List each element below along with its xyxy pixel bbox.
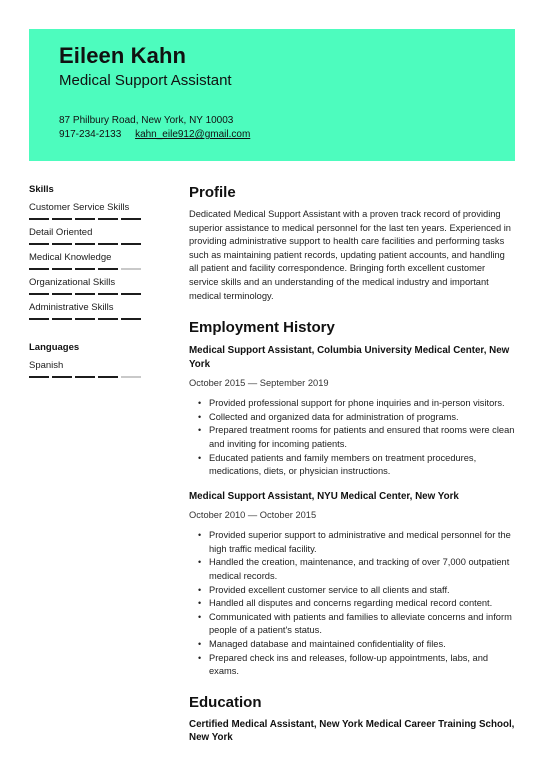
level-segment-filled: [75, 218, 95, 220]
phone: 917-234-2133: [59, 129, 122, 140]
job-bullets: [189, 529, 515, 679]
skill-level-meter: [29, 218, 147, 220]
skill-item: [29, 227, 147, 245]
sidebar: [29, 184, 147, 378]
employment-heading: Employment History: [189, 319, 335, 337]
level-segment-filled: [98, 218, 118, 220]
level-segment-filled: [29, 218, 49, 220]
skill-label: Organizational Skills: [29, 277, 116, 288]
job-bullet: • Provided professional support for phone inquiries and in-person visitors.: [209, 397, 515, 411]
level-segment-filled: [52, 218, 72, 220]
job-bullet: • Prepared check ins and releases, follow-up appointments, labs, and exams.: [209, 652, 515, 679]
level-segment-filled: [75, 293, 95, 295]
languages-title: Languages: [29, 342, 80, 353]
job-bullet: • Provided excellent customer service to all clients and staff.: [209, 584, 515, 598]
level-segment-filled: [52, 268, 72, 270]
job-bullet: • Managed database and maintained confidentiality of files.: [209, 638, 515, 652]
skill-label: Customer Service Skills: [29, 202, 130, 213]
level-segment-filled: [75, 318, 95, 320]
job-entry: [189, 490, 515, 679]
level-segment-filled: [75, 243, 95, 245]
level-segment-filled: [29, 268, 49, 270]
resume-header: [29, 29, 515, 161]
level-segment-filled: [29, 243, 49, 245]
skill-label: Medical Knowledge: [29, 252, 112, 263]
languages-list: [29, 360, 147, 378]
main-content: [189, 184, 515, 745]
skill-item: [29, 202, 147, 220]
level-segment-empty: [121, 376, 141, 378]
job-dates: October 2010 — October 2015: [189, 510, 317, 521]
job-dates: October 2015 — September 2019: [189, 378, 329, 389]
level-segment-filled: [121, 218, 141, 220]
profile-heading: Profile: [189, 184, 236, 201]
job-title: Medical Support Assistant, NYU Medical Center, New York: [189, 490, 459, 502]
skill-item: [29, 302, 147, 320]
level-segment-filled: [75, 268, 95, 270]
job-bullets: [189, 397, 515, 479]
level-segment-filled: [98, 243, 118, 245]
education-heading: Education: [189, 693, 262, 711]
contact-row: [59, 129, 250, 140]
level-segment-filled: [98, 268, 118, 270]
skill-item: [29, 252, 147, 270]
job-entry: [189, 344, 515, 479]
profile-text: Dedicated Medical Support Assistant with a proven track record of providing superior assistance to medical personnel for the last ten years. Experienced in providing administrative support to health care facilities and performing tasks such as maintaining patient records, updating patient accounts, and handling all patient and facility correspondence. Bringing forth excellent customer service skills and an understanding of the medical industry and important medical terminology.: [189, 209, 511, 301]
skill-label: Detail Oriented: [29, 227, 93, 238]
level-segment-filled: [121, 293, 141, 295]
job-bullet: • Handled all disputes and concerns regarding medical record content.: [209, 597, 515, 611]
level-segment-filled: [52, 376, 72, 378]
level-segment-filled: [121, 318, 141, 320]
skills-section: [29, 184, 147, 320]
skill-level-meter: [29, 318, 147, 320]
job-title: Medical Support Assistant, Columbia University Medical Center, New York: [189, 345, 510, 370]
level-segment-filled: [52, 318, 72, 320]
level-segment-filled: [98, 318, 118, 320]
language-item: [29, 360, 147, 378]
job-bullet: • Educated patients and family members on treatment procedures, medications, diets, or physician instructions.: [209, 452, 515, 479]
employment-section: [189, 319, 515, 679]
skill-level-meter: [29, 293, 147, 295]
profile-section: [189, 184, 515, 303]
education-section: [189, 694, 515, 745]
job-bullet: • Handled the creation, maintenance, and tracking of over 7,000 outpatient medical records.: [209, 556, 515, 583]
level-segment-filled: [75, 376, 95, 378]
level-segment-filled: [98, 293, 118, 295]
candidate-name: Eileen Kahn: [59, 43, 187, 68]
job-bullet: • Provided superior support to administrative and medical personnel for the high traffic medical facility.: [209, 529, 515, 556]
skills-title: Skills: [29, 184, 54, 195]
job-bullet: • Collected and organized data for administration of programs.: [209, 411, 515, 425]
language-label: Spanish: [29, 360, 64, 371]
level-segment-filled: [52, 243, 72, 245]
level-segment-empty: [121, 268, 141, 270]
level-segment-filled: [29, 318, 49, 320]
level-segment-filled: [52, 293, 72, 295]
address: 87 Philbury Road, New York, NY 10003: [59, 115, 234, 126]
job-bullet: • Communicated with patients and families to alleviate concerns and inform people of a patient's status.: [209, 611, 515, 638]
language-level-meter: [29, 376, 147, 378]
level-segment-filled: [98, 376, 118, 378]
skill-level-meter: [29, 268, 147, 270]
candidate-role: Medical Support Assistant: [59, 72, 232, 89]
skill-level-meter: [29, 243, 147, 245]
skill-label: Administrative Skills: [29, 302, 114, 313]
level-segment-filled: [29, 376, 49, 378]
education-title: Certified Medical Assistant, New York Medical Career Training School, New York: [189, 718, 515, 744]
email-link[interactable]: kahn_eile912@gmail.com: [135, 129, 251, 140]
job-bullet: • Prepared treatment rooms for patients and ensured that rooms were clean and inviting for incoming patients.: [209, 424, 515, 451]
level-segment-filled: [29, 293, 49, 295]
skill-item: [29, 277, 147, 295]
level-segment-filled: [121, 243, 141, 245]
skills-list: [29, 202, 147, 320]
languages-section: [29, 342, 147, 378]
